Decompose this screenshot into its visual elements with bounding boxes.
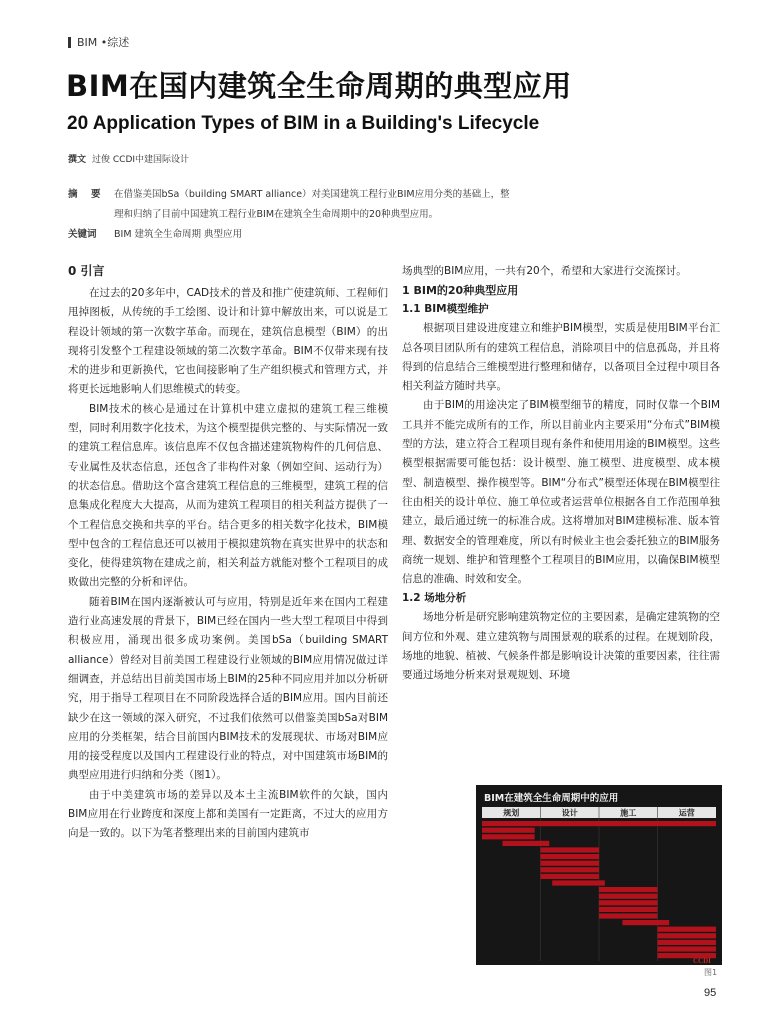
application-bar [541,874,600,879]
application-bar [599,913,658,918]
application-bar [599,887,658,892]
phase-label: 施工 [620,808,637,818]
application-bar [541,847,600,852]
phase-label: 设计 [561,808,578,818]
intro-paragraph-3: 随着BIM在国内逐渐被认可与应用，特别是近年来在国内工程建造行业高速发展的背景下，BIM已经在国内一些大型工程项目中得到积极应用，涌现出很多成功案例。美国bSa（building SMART alliance）曾经对目前美国工程建设行业领域的BIM应用情况做过详细调查，并总结出目前美国市场上BIM的25种不同应用并加以分析研究，用于指导工程项目在不同阶段选择合适的BIM应用。国内目前还缺少在这一领域的深入研究，不过我们依然可以借鉴美国bSa对BIM应用的分类框架，结合目前国内BIM技术的发展现状、市场对BIM应用的接受程度以及国内工程建设行业的特点，对中国建筑市场BIM的典型应用进行归纳和分类（图1）。 [68,595,388,782]
author-label: 撰文 [68,155,87,165]
application-bar [482,834,535,839]
application-bar [599,894,658,899]
application-bar [552,880,605,885]
section-label: BIM •综述 [77,36,130,49]
keywords-value: BIM 建筑全生命周期 典型应用 [114,229,243,240]
application-bar [658,946,717,951]
abstract-label: 摘 要 [68,189,103,200]
application-bar [541,854,600,859]
intro-heading: 0 引言 [68,264,105,278]
phase-label: 规划 [503,808,520,818]
section-1-2-paragraph: 场地分析是研究影响建筑物定位的主要因素，是确定建筑物的空间方位和外观、建立建筑物与周围景观的联系的过程。在规划阶段，场地的地貌、植被、气候条件都是影响设计决策的重要因素，往往需要通过场地分析来对景观规划、环境 [402,611,720,682]
keywords [68,226,242,240]
application-bar [599,907,658,912]
left-column [68,262,388,844]
phase-label: 运营 [678,808,695,818]
article-title-en: 20 Application Types of BIM in a Building's Lifecycle [67,113,540,134]
section-1-1-paragraph-2: 由于BIM的用途决定了BIM模型细节的精度，同时仅靠一个BIM工具并不能完成所有的工作，所以目前业内主要采用“分布式”BIM模型的方法，建立符合工程项目现有条件和使用用途的BIM模型。这些模型根据需要可能包括：设计模型、施工模型、进度模型、成本模型、制造模型、操作模型等。BIM“分布式”模型还体现在BIM模型往往由相关的设计单位、施工单位或者运营单位根据各自工作范围单独建立，最后通过统一的标准合成。这将增加对BIM建模标准、版本管理、数据安全的管理难度，所以有时候业主也会委托独立的BIM服务商统一规划、维护和管理整个工程项目的BIM应用，以确保BIM模型信息的准确、时效和安全。 [402,399,720,586]
section-tag [68,34,129,50]
ccdi-logo: CCDI [693,957,711,965]
intro-paragraph-2: BIM技术的核心是通过在计算机中建立虚拟的建筑工程三维模型，同时利用数字化技术，为这个模型提供完整的、与实际情况一致的建筑工程信息库。该信息库不仅包含描述建筑物构件的几何信息、专业属性及状态信息，还包含了非构件对象（例如空间、运动行为）的状态信息。借助这个富含建筑工程信息的三维模型，建筑工程的信息集成化程度大大提高，从而为建筑工程项目的相关利益方提供了一个工程信息交换和共享的平台。结合更多的相关数字化技术，BIM模型中包含的工程信息还可以被用于模拟建筑物在真实世界中的状态和变化，使得建筑物在建成之前，相关利益方就能对整个工程项目的成败做出完整的分析和评估。 [68,402,388,589]
continued-paragraph: 场典型的BIM应用，一共有20个，希望和大家进行交流探讨。 [402,265,687,277]
figure-1-chart [476,785,722,965]
abstract-line-2: 理和归纳了目前中国建筑工程行业BIM在建筑全生命周期中的20种典型应用。 [114,209,439,220]
intro-paragraph-4: 由于中美建筑市场的差异以及本土主流BIM软件的欠缺，国内BIM应用在行业跨度和深度上都和美国有一定距离，不过大的应用方向是一致的。以下为笔者整理出来的目前国内建筑市 [68,788,388,840]
keywords-label: 关键词 [68,229,97,240]
chart-title: BIM在建筑全生命周期中的应用 [484,793,619,804]
application-bar [658,927,717,932]
section-1-1-paragraph-1: 根据项目建设进度建立和维护BIM模型，实质是使用BIM平台汇总各项目团队所有的建筑工程信息，消除项目中的信息孤岛，并且将得到的信息结合三维模型进行整理和储存，以备项目全过程中项目各相关利益方随时共享。 [402,322,720,393]
section-1-heading: 1 BIM的20种典型应用 [402,284,519,298]
application-bar [482,828,535,833]
section-1-2-heading: 1.2 场地分析 [402,592,467,605]
application-bar [658,933,717,938]
page-number: 95 [704,987,717,999]
application-bar [541,861,600,866]
right-column [402,262,720,686]
abstract [68,185,568,225]
application-bar [482,821,716,826]
figure-caption: 图1 [704,968,718,977]
section-marker [68,37,71,48]
article-title-cn: BIM在国内建筑全生命周期的典型应用 [66,69,572,103]
application-bar [622,920,669,925]
application-bar [658,940,717,945]
author-line [68,152,189,165]
abstract-line-1: 在借鉴美国bSa（building SMART alliance）对美国建筑工程行业BIM应用分类的基础上，整 [114,189,510,200]
intro-paragraph-1: 在过去的20多年中，CAD技术的普及和推广使建筑师、工程师们甩掉图板，从传统的手工绘图、设计和计算中解放出来，可以说是工程设计领域的第一次数字革命。而现在，建筑信息模型（BIM）的出现将引发整个工程建设领域的第二次数字革命。BIM不仅带来现有技术的进步和更新换代，它也间接影响了生产组织模式和管理方式，并将更长远地影响人们思维模式的转变。 [68,287,388,396]
section-1-1-heading: 1.1 BIM模型维护 [402,303,489,316]
application-bar [541,867,600,872]
chart-svg [476,785,722,965]
application-bar [502,841,549,846]
author-name: 过俊 CCDI中建国际设计 [92,155,190,165]
application-bar [599,900,658,905]
